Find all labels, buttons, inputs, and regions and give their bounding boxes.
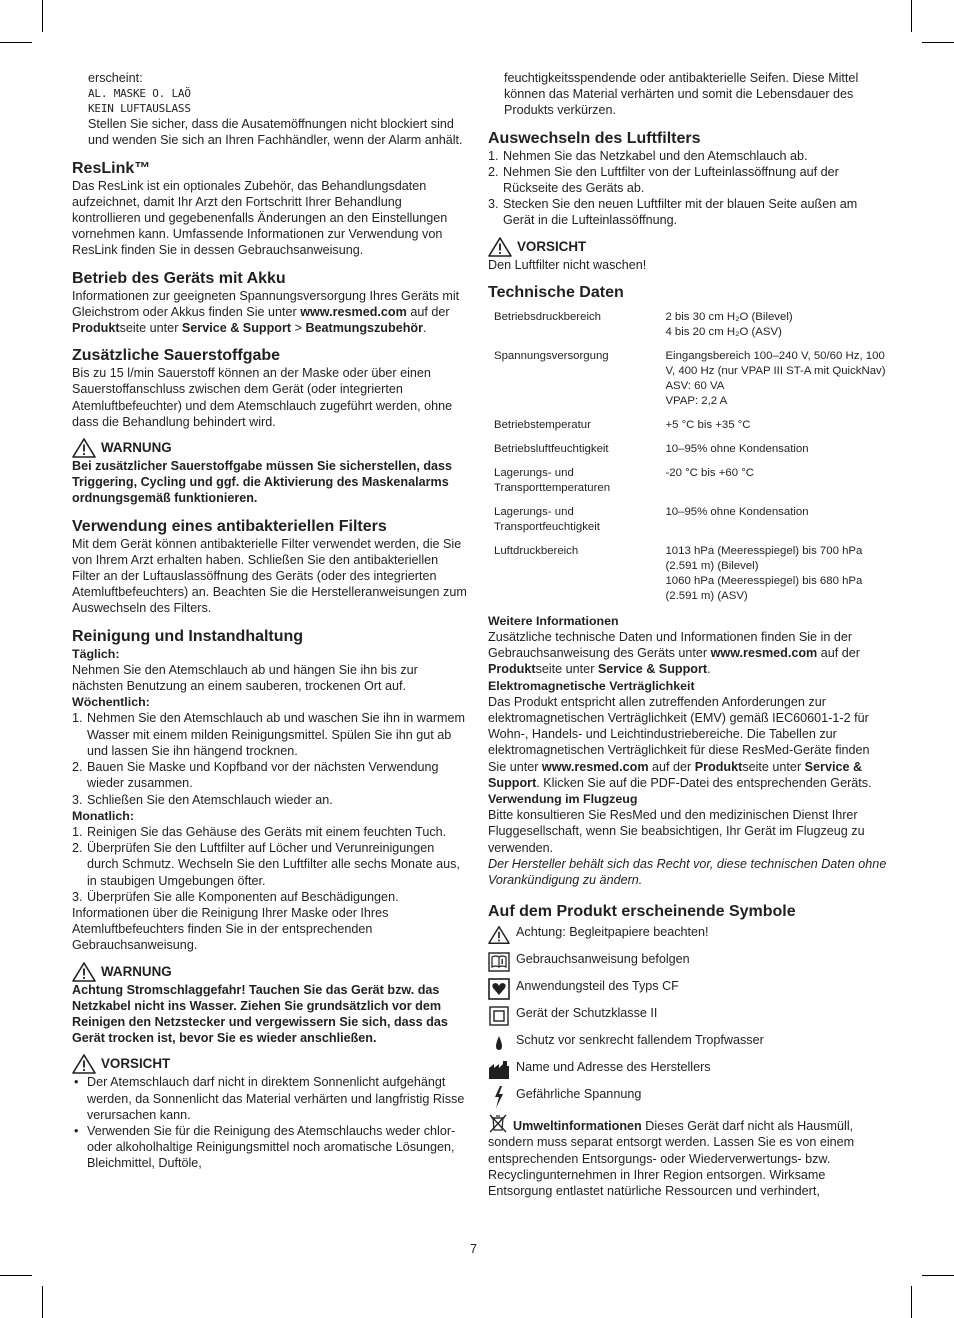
daily-text: Nehmen Sie den Atemschlauch ab und hängen Sie ihn bis zur nächsten Benutzung an einem sauberen, trockenen Ort auf. bbox=[72, 662, 418, 694]
symbol-row: Anwendungsteil des Typs CF bbox=[488, 978, 888, 1002]
warning-triangle-icon bbox=[488, 237, 512, 257]
table-row: Betriebstemperatur +5 °C bis +35 °C bbox=[494, 418, 751, 431]
warning-triangle-icon bbox=[72, 962, 96, 982]
flug-label: Verwendung im Flugzeug bbox=[488, 792, 638, 807]
intro-text: Stellen Sie sicher, dass die Ausatemöffnungen nicht blockiert sind und wenden Sie sich an Ihren Fachhändler, wenn der Alarm anhält. bbox=[88, 117, 463, 148]
technik-heading: Technische Daten bbox=[488, 283, 624, 301]
weekly-label: Wöchentlich: bbox=[72, 695, 150, 710]
warning-triangle-icon bbox=[72, 438, 96, 458]
weitere-label: Weitere Informationen bbox=[488, 613, 619, 628]
weekly-list bbox=[72, 710, 468, 807]
crop-mark bbox=[922, 42, 954, 43]
daily-label: Täglich: bbox=[72, 646, 120, 661]
caution-text: Den Luftfilter nicht waschen! bbox=[488, 257, 647, 272]
manufacturer-factory-icon bbox=[488, 1060, 510, 1080]
list-item: 2. Überprüfen Sie den Luftfilter auf Löcher und Verunreinigungen durch Schmutz. Wechseln Sie den Luftfilter alle sechs Monate aus, in staubigen Umgebungen öfter. bbox=[72, 841, 460, 888]
spec-table bbox=[488, 310, 888, 613]
table-row: Lagerungs- und Transporttemperaturen -20 °C bis +60 °C bbox=[494, 466, 755, 494]
list-item: • Verwenden Sie für die Reinigung des Atemschlauchs weder chlor- oder alkoholhaltige Reinigungsmittel noch aromatische Lösungen, Bleichmittel, Duftöle, bbox=[74, 1123, 456, 1171]
resmed-link[interactable]: www.resmed.com bbox=[300, 304, 407, 319]
monthly-label: Monatlich: bbox=[72, 808, 134, 823]
device-display-line: AL. MASKE O. LAÖ bbox=[88, 87, 191, 101]
luftfilter-list bbox=[488, 148, 888, 229]
list-item: 2. Nehmen Sie den Luftfilter von der Lufteinlassöffnung auf der Rückseite des Geräts ab. bbox=[488, 164, 839, 196]
right-column bbox=[488, 70, 888, 1199]
disclaimer-text: Der Hersteller behält sich das Recht vor, diese technischen Daten ohne Vorankündigung zu ändern. bbox=[488, 856, 887, 888]
crop-mark bbox=[911, 0, 912, 32]
warning-text: Achtung Stromschlaggefahr! Tauchen Sie das Gerät bzw. das Netzkabel nicht ins Wasser. Ziehen Sie grundsätzlich vor dem Reinigen den Netzstecker und vergewissern Sie sich, dass das Gerät trocken ist, bevor Sie es wieder anschließen. bbox=[72, 982, 448, 1046]
manual-book-icon bbox=[488, 952, 510, 972]
symbol-row: Gefährliche Spannung bbox=[488, 1086, 888, 1110]
reslink-heading: ResLink™ bbox=[72, 159, 151, 177]
monthly-list bbox=[72, 824, 468, 905]
sauerstoff-text: Bis zu 15 l/min Sauerstoff können an der Maske oder über einen Sauerstoffanschluss zwischen dem Gerät (oder integrierten Atemluftbefeuchter) und dem Atemschlauch zugeführt werden, ohne dass die Behandlung behindert wird. bbox=[72, 366, 453, 429]
crop-mark bbox=[42, 1286, 43, 1318]
caution-heading: VORSICHT bbox=[72, 1054, 468, 1074]
warning-triangle-icon bbox=[72, 1054, 96, 1074]
warning-text: Bei zusätzlicher Sauerstoffgabe müssen Sie sicherstellen, dass Triggering, Cycling und ggf. die Aktivierung des Maskenalarms ordnungsgemäß funktionieren. bbox=[72, 459, 453, 506]
flug-text: Bitte konsultieren Sie ResMed und den medizinischen Dienst Ihrer Fluggesellschaft, wenn Sie beabsichtigen, Ihr Gerät im Flugzeug zu verwenden. bbox=[488, 808, 865, 855]
table-row: Lagerungs- und Transportfeuchtigkeit 10–95% ohne Kondensation bbox=[494, 505, 809, 533]
crop-mark bbox=[0, 1275, 32, 1276]
table-row: Spannungsversorgung Eingangsbereich 100–240 V, 50/60 Hz, 100 V, 400 Hz (nur VPAP III ST-A mit QuickNav) ASV: 60 VA VPAP: 2,2 A bbox=[494, 349, 886, 407]
warning-heading: WARNUNG bbox=[72, 962, 468, 982]
caution-heading: VORSICHT bbox=[488, 237, 888, 257]
page-number: 7 bbox=[470, 1242, 478, 1256]
list-item: 1. Nehmen Sie den Atemschlauch ab und waschen Sie ihn in warmem Wasser mit einem milden Reinigungsmittel. Spülen Sie ihn gut ab und lassen Sie ihn hängend trocknen. bbox=[72, 711, 466, 758]
environment-text: Umweltinformationen Dieses Gerät darf nicht als Hausmüll, sondern muss separat entsorgt werden. Lassen Sie es von einem entsprechenden Entsorgungs- oder Wiederverwertungs- bzw. Recyclingunternehmen in Ihrer Region entsorgen. Wirksame Entsorgung entlastet natürliche Ressourcen und verhindert, bbox=[488, 1113, 888, 1199]
emv-label: Elektromagnetische Verträglichkeit bbox=[488, 678, 695, 693]
crop-mark bbox=[0, 42, 32, 43]
reslink-text: Das ResLink ist ein optionales Zubehör, das Behandlungsdaten aufzeichnet, damit Ihr Arzt den Fortschritt Ihrer Behandlung kontrollieren und gegebenenfalls Änderungen an den Einstellungen vornehmen kann. Umfassende Informationen zur Verwendung von ResLink finden Sie in dessen Gebrauchsanweisung. bbox=[72, 178, 448, 258]
reinigung-heading: Reinigung und Instandhaltung bbox=[72, 627, 304, 645]
luftfilter-heading: Auswechseln des Luftfilters bbox=[488, 129, 701, 147]
symbol-row: Achtung: Begleitpapiere beachten! bbox=[488, 924, 888, 948]
left-column bbox=[72, 70, 468, 1172]
resmed-link[interactable]: www.resmed.com bbox=[710, 646, 818, 661]
list-item: 1. Nehmen Sie das Netzkabel und den Atemschlauch ab. bbox=[488, 148, 808, 163]
list-item: 3. Schließen Sie den Atemschlauch wieder an. bbox=[72, 792, 333, 807]
weitere-text: Zusätzliche technische Daten und Informationen finden Sie in der Gebrauchsanweisung des Geräts unter www.resmed.com auf der Produktseite unter Service & Support. bbox=[488, 630, 860, 677]
cleaning-info-text: Informationen über die Reinigung Ihrer Maske oder Ihres Atemluftbefeuchters finden Sie in der entsprechenden Gebrauchsanweisung. bbox=[72, 905, 389, 953]
sauerstoff-heading: Zusätzliche Sauerstoffgabe bbox=[72, 347, 281, 365]
list-item: 2. Bauen Sie Maske und Kopfband vor der nächsten Verwendung wieder zusammen. bbox=[72, 760, 439, 791]
resmed-link[interactable]: www.resmed.com bbox=[541, 759, 649, 774]
symbol-row: Gebrauchsanweisung befolgen bbox=[488, 951, 888, 975]
high-voltage-bolt-icon bbox=[492, 1085, 506, 1109]
intro-lead: erscheint: bbox=[88, 71, 143, 85]
symbole-heading: Auf dem Produkt erscheinende Symbole bbox=[488, 903, 796, 921]
crop-mark bbox=[42, 0, 43, 32]
crop-mark bbox=[922, 1275, 954, 1276]
type-cf-heart-icon bbox=[488, 978, 510, 1000]
table-row: Betriebsdruckbereich 2 bis 30 cm H₂O (Bilevel) 4 bis 20 cm H₂O (ASV) bbox=[494, 310, 793, 338]
akku-text: Informationen zur geeigneten Spannungsversorgung Ihres Geräts mit Gleichstrom oder Akkus finden Sie unter www.resmed.com auf der Produktseite unter Service & Support > Beatmungszubehör. bbox=[72, 288, 460, 336]
list-item: 3. Stecken Sie den neuen Luftfilter mit der blauen Seite außen am Gerät in die Lufteinlassöffnung. bbox=[488, 197, 858, 228]
class-ii-double-square-icon bbox=[489, 1006, 509, 1026]
warning-heading: WARNUNG bbox=[72, 438, 468, 458]
list-item: 1. Reinigen Sie das Gehäuse des Geräts mit einem feuchten Tuch. bbox=[72, 824, 447, 839]
filter-heading: Verwendung eines antibakteriellen Filters bbox=[72, 517, 387, 535]
symbol-row: Schutz vor senkrecht fallendem Tropfwasser bbox=[488, 1032, 888, 1056]
water-drop-icon bbox=[494, 1035, 504, 1051]
crossed-bin-icon bbox=[488, 1113, 508, 1133]
table-row: Betriebsluftfeuchtigkeit 10–95% ohne Kondensation bbox=[494, 442, 809, 455]
device-display-line: KEIN LUFTAUSLASS bbox=[88, 102, 191, 116]
list-item: • Der Atemschlauch darf nicht in direktem Sonnenlicht aufgehängt werden, da Sonnenlicht das Material verhärten und langfristig Risse verursachen kann. bbox=[74, 1075, 465, 1122]
emv-text: Das Produkt entspricht allen zutreffenden Anforderungen zur elektromagnetischen Verträglichkeit (EMV) gemäß IEC60601-1-2 für Wohn-, Handels- und Leichtindustriebereiche. Die Tabellen zur elektromagnetischen Verträglichkeit für diese ResMed-Geräte finden Sie unter www.resmed.com auf der Produktseite unter Service & Support. Klicken Sie auf die PDF-Datei des entsprechenden Geräts. bbox=[488, 694, 872, 790]
table-row: Luftdruckbereich 1013 hPa (Meeresspiegel) bis 700 hPa (2.591 m) (Bilevel) 1060 hPa (Meeresspiegel) bis 680 hPa (2.591 m) (ASV) bbox=[494, 544, 863, 602]
symbol-row: Gerät der Schutzklasse II bbox=[488, 1005, 888, 1029]
crop-mark bbox=[911, 1286, 912, 1318]
continued-text: feuchtigkeitsspendende oder antibakterielle Seifen. Diese Mittel können das Material verhärten und somit die Lebensdauer des Produkts verkürzen. bbox=[504, 71, 859, 118]
akku-heading: Betrieb des Geräts mit Akku bbox=[72, 269, 286, 287]
list-item: 3. Überprüfen Sie alle Komponenten auf Beschädigungen. bbox=[72, 889, 399, 904]
symbol-row: Name und Adresse des Herstellers bbox=[488, 1059, 888, 1083]
warning-triangle-icon bbox=[488, 925, 510, 945]
caution-list bbox=[72, 1074, 468, 1171]
filter-text: Mit dem Gerät können antibakterielle Filter verwendet werden, die Sie von Ihrem Arzt erhalten haben. Schließen Sie den antibakteriellen Filter an der Luftauslassöffnung des Geräts (oder des integrierten Atemluftbefeuchters) an. Beachten Sie die Herstelleranweisungen zum Auswechseln des Filters. bbox=[72, 536, 467, 616]
